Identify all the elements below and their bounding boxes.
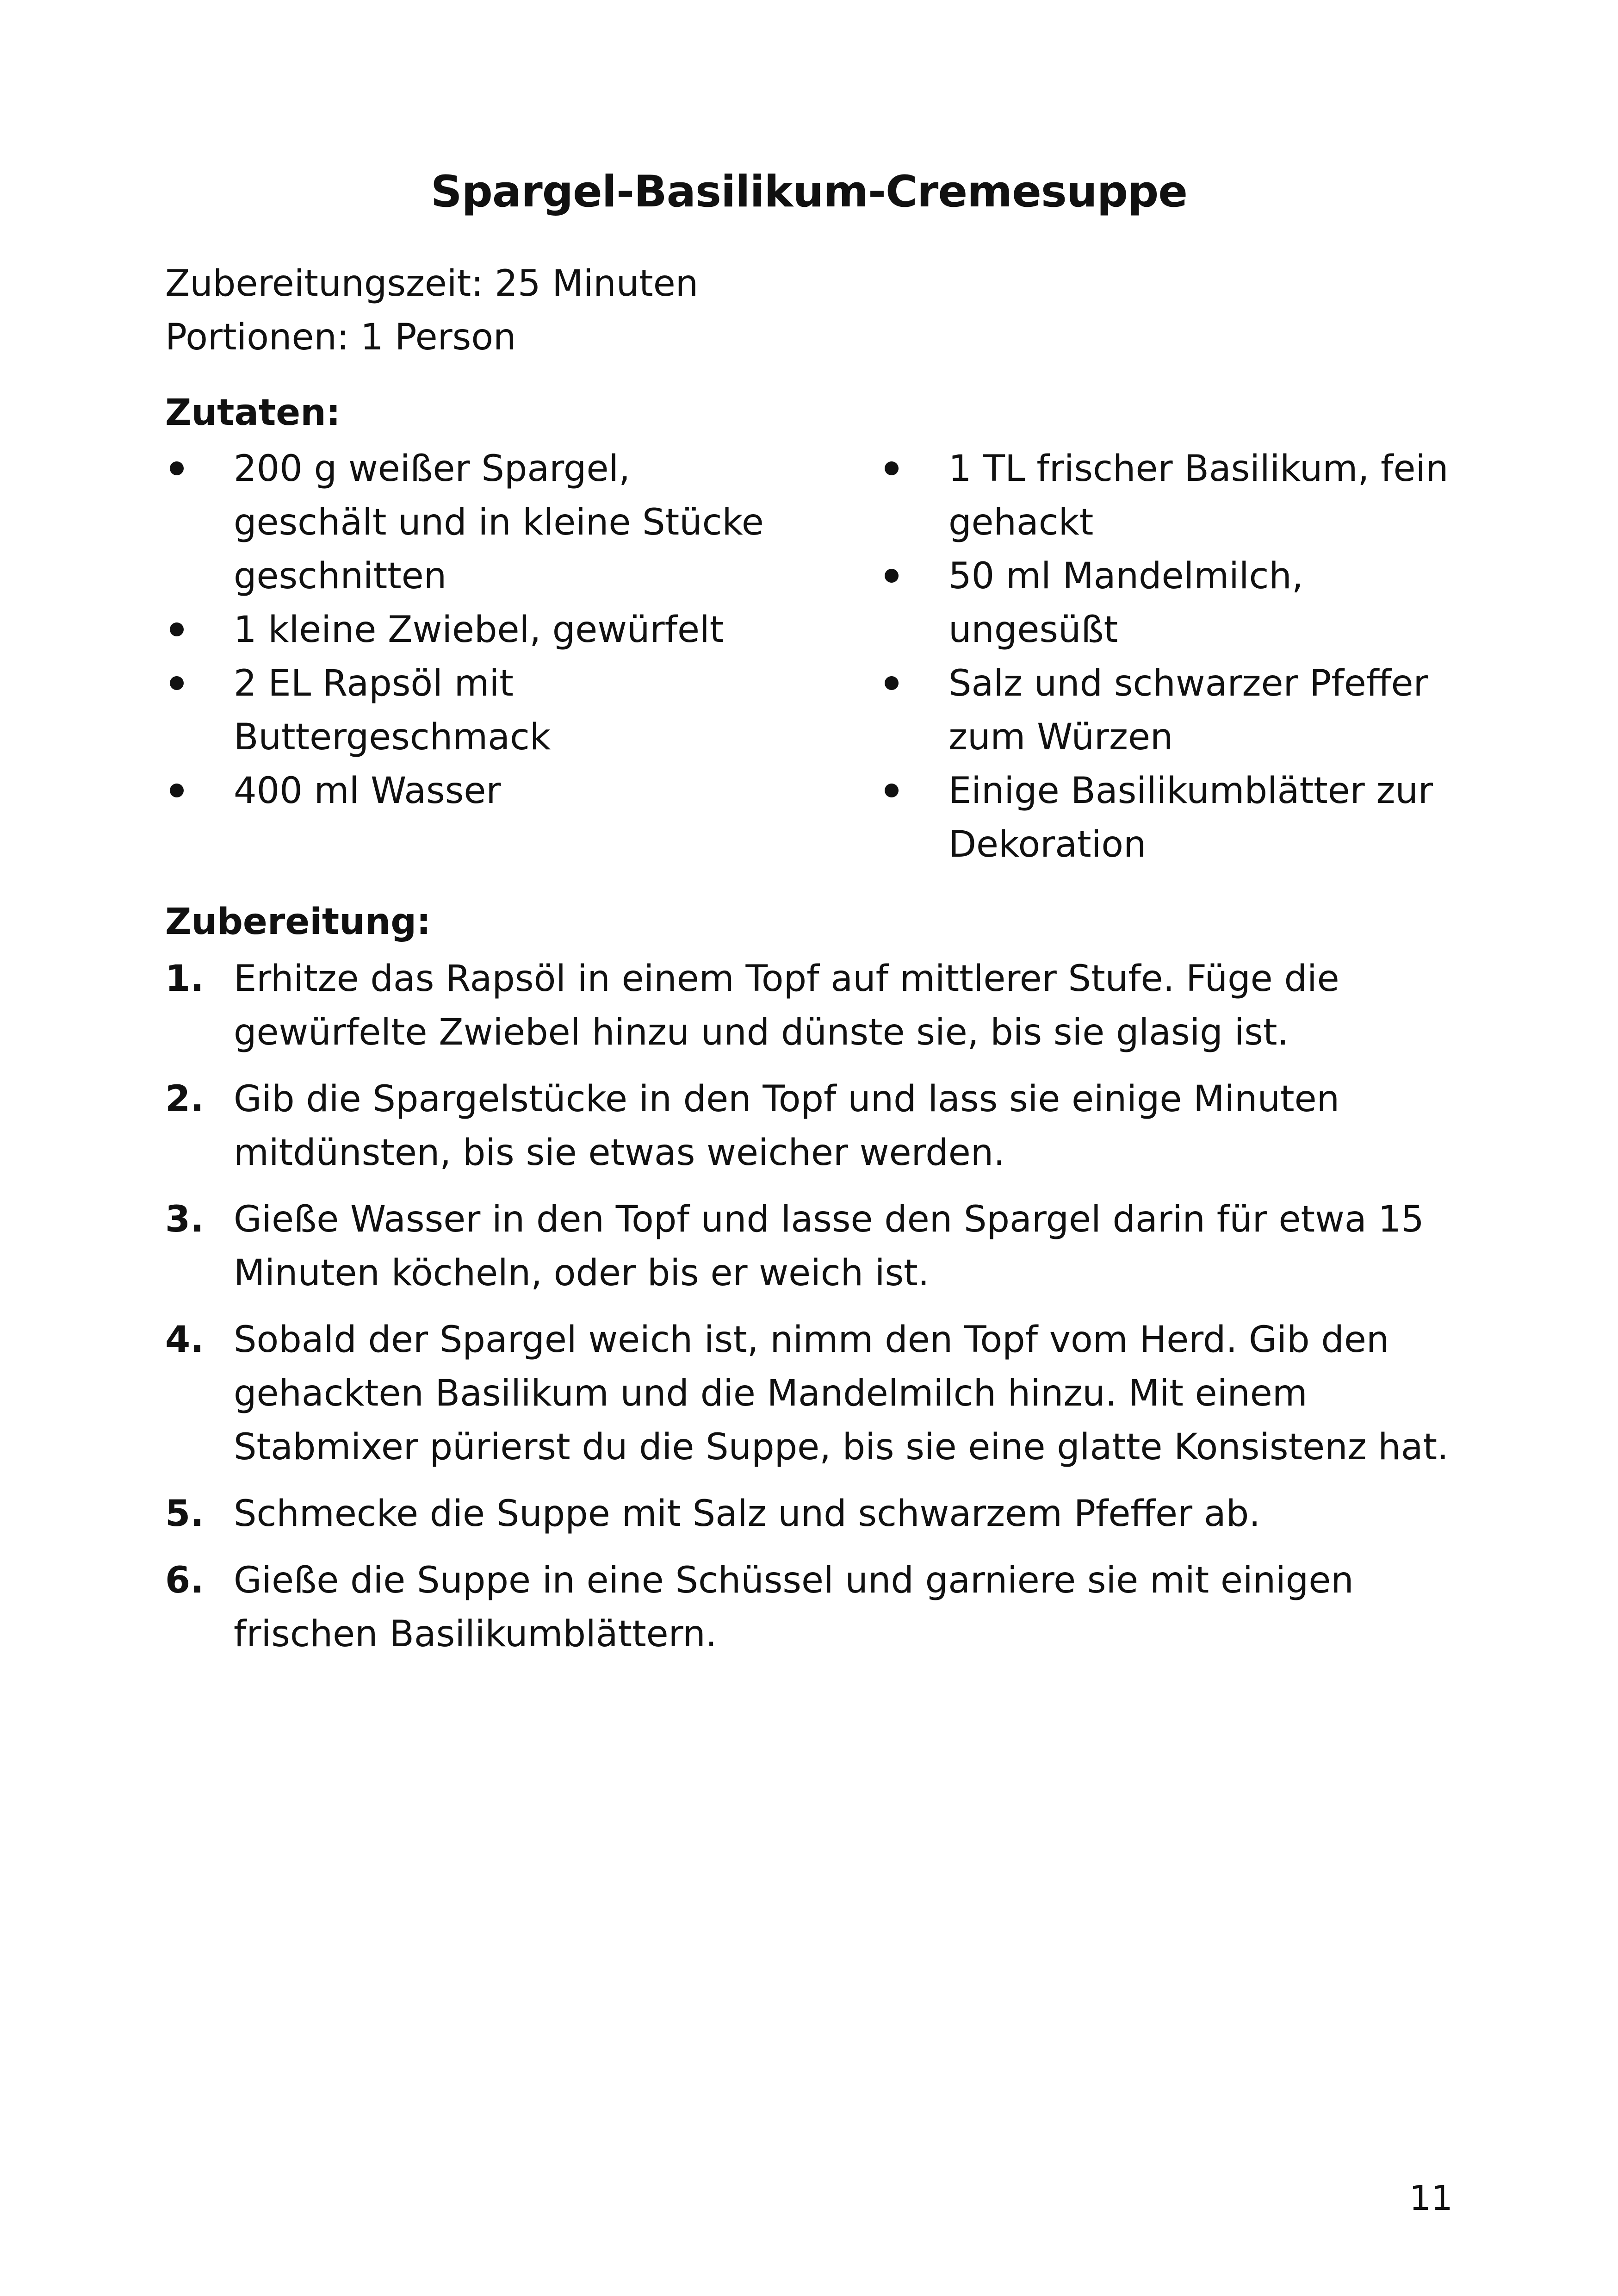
step-number: 3. [165,1199,204,1240]
step-item [165,1487,1461,1541]
step-text: Schmecke die Suppe mit Salz und schwarzem Pfeffer ab. [234,1493,1261,1535]
bullet-icon [170,784,184,797]
ingredient-item: 50 ml Mandelmilch, ungesüßt [880,549,1482,657]
page-number: 11 [1409,2178,1453,2218]
step-number: 5. [165,1493,204,1535]
preparation-heading: Zubereitung: [165,901,431,943]
step-item [165,1313,1461,1474]
ingredients-column-right [880,442,1482,871]
bullet-icon [170,676,184,690]
recipe-title: Spargel-Basilikum-Cremesuppe [430,167,1188,217]
ingredients-heading: Zutaten: [165,392,341,434]
bullet-icon [170,461,184,475]
bullet-icon [885,676,899,690]
ingredients-list [165,442,1461,877]
ingredient-item: 1 TL frischer Basilikum, fein gehackt [880,442,1482,549]
ingredient-item: 400 ml Wasser [165,764,767,818]
step-item [165,952,1461,1059]
step-item [165,1072,1461,1180]
recipe-meta [165,257,698,364]
step-text: Gieße die Suppe in eine Schüssel und garniere sie mit einigen frischen Basilikumblättern. [234,1560,1354,1655]
ingredient-item: 200 g weißer Spargel, geschält und in kleine Stücke geschnitten [165,442,767,603]
step-item [165,1193,1461,1300]
prep-time: Zubereitungszeit: 25 Minuten [165,263,699,305]
preparation-steps [165,952,1461,1674]
step-text: Erhitze das Rapsöl in einem Topf auf mittlerer Stufe. Füge die gewürfelte Zwiebel hinzu und dünste sie, bis sie glasig ist. [234,958,1339,1053]
step-number: 4. [165,1319,204,1361]
step-text: Sobald der Spargel weich ist, nimm den Topf vom Herd. Gib den gehackten Basilikum und die Mandelmilch hinzu. Mit einem Stabmixer pürierst du die Suppe, bis sie eine glatte Konsistenz hat. [234,1319,1449,1468]
step-number: 2. [165,1078,204,1120]
ingredient-item: Salz und schwarzer Pfeffer zum Würzen [880,657,1482,764]
ingredient-item: 2 EL Rapsöl mit Buttergeschmack [165,657,767,764]
bullet-icon [170,622,184,636]
portions: Portionen: 1 Person [165,317,516,358]
bullet-icon [885,784,899,797]
step-text: Gib die Spargelstücke in den Topf und lass sie einige Minuten mitdünsten, bis sie etwas weicher werden. [234,1078,1340,1174]
ingredient-item: Einige Basilikumblätter zur Dekoration [880,764,1482,871]
step-number: 6. [165,1560,204,1601]
ingredient-item: 1 kleine Zwiebel, gewürfelt [165,603,767,657]
step-text: Gieße Wasser in den Topf und lasse den Spargel darin für etwa 15 Minuten köcheln, oder bis er weich ist. [234,1199,1424,1294]
step-number: 1. [165,958,204,1000]
step-item [165,1554,1461,1661]
bullet-icon [885,569,899,583]
ingredients-column-left [165,442,767,818]
bullet-icon [885,461,899,475]
